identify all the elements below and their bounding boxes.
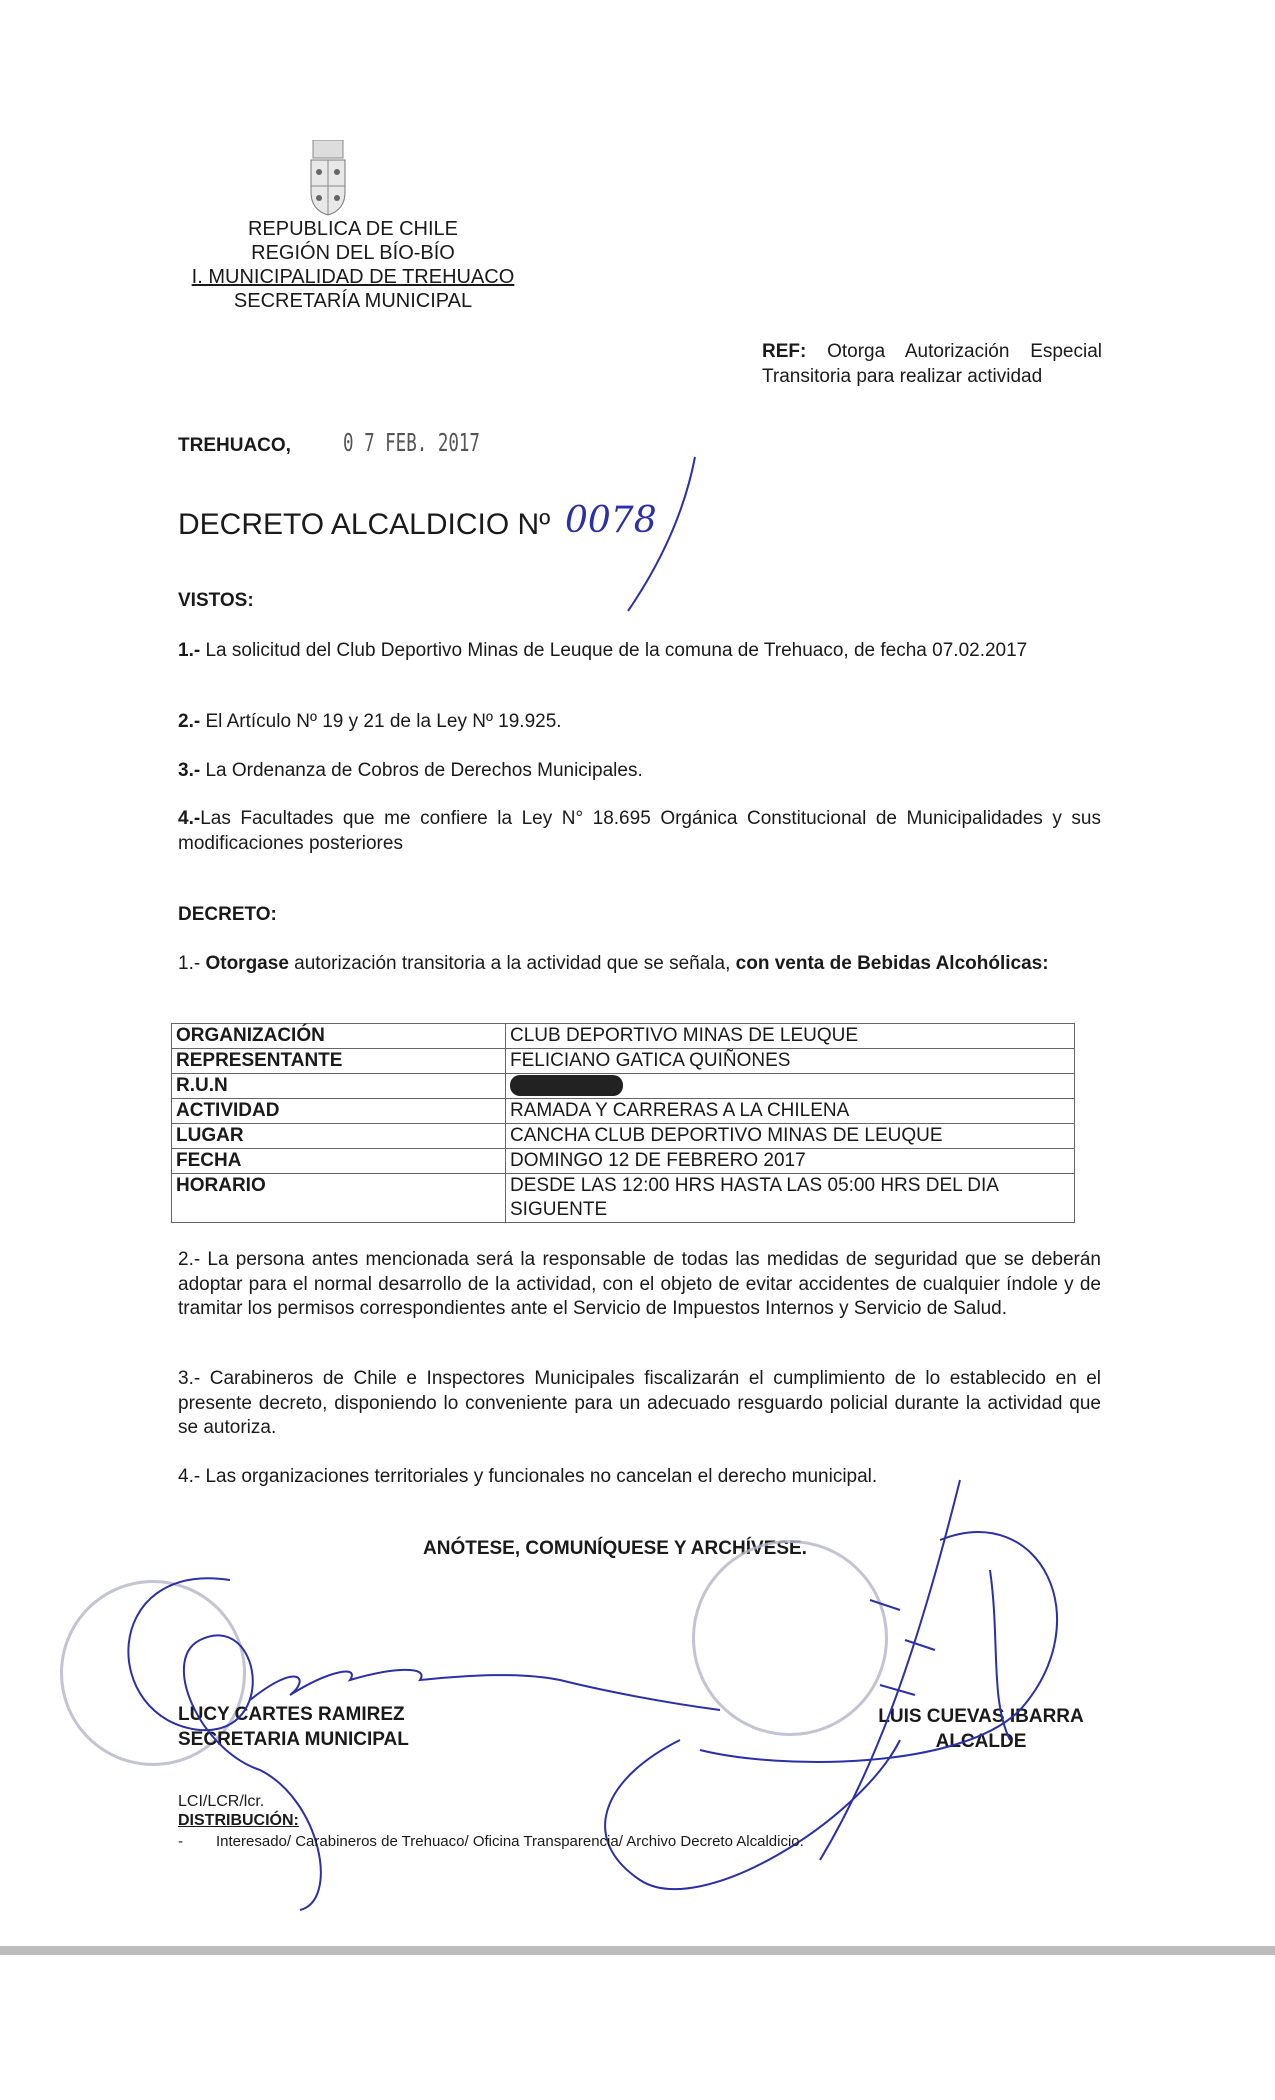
- item-number: 3.-: [178, 760, 201, 781]
- item-text: El Artículo Nº 19 y 21 de la Ley Nº 19.925.: [205, 711, 562, 732]
- decreto-paragraph-3: 3.- Carabineros de Chile e Inspectores Municipales fiscalizarán el cumplimiento de lo establecido en el presente decreto, disponiendo lo conveniente para un adecuado resguardo policial durante la actividad que se autoriza.: [178, 1368, 1101, 1438]
- bold-text: con venta de Bebidas Alcohólicas:: [735, 953, 1049, 974]
- secretary-name: LUCY CARTES RAMIREZ: [178, 1704, 405, 1725]
- item-text: autorización transitoria a la actividad que se señala,: [294, 953, 731, 974]
- coat-of-arms-icon: [305, 140, 351, 216]
- reference: [762, 339, 1102, 389]
- letterhead-department: SECRETARÍA MUNICIPAL: [233, 290, 473, 312]
- item-number: 2.-: [178, 711, 201, 732]
- table-row: [172, 1099, 1075, 1124]
- vistos-item: [178, 759, 1101, 784]
- mayor-name: LUIS CUEVAS IBARRA: [878, 1706, 1084, 1727]
- activity-table: [171, 1023, 1075, 1223]
- table-value: CLUB DEPORTIVO MINAS DE LEUQUE: [506, 1024, 1075, 1049]
- vistos-item: [178, 639, 1101, 664]
- distribution-label: DISTRIBUCIÓN:: [178, 1812, 299, 1829]
- table-value: FELICIANO GATICA QUIÑONES: [506, 1049, 1075, 1074]
- decreto-paragraph-4: 4.- Las organizaciones territoriales y funcionales no cancelan el derecho municipal.: [178, 1466, 878, 1487]
- reference-label: REF:: [762, 341, 807, 362]
- item-number: 1.-: [178, 640, 201, 661]
- place: TREHUACO,: [178, 435, 291, 456]
- initials: LCI/LCR/lcr.: [178, 1793, 265, 1810]
- table-key: ACTIVIDAD: [172, 1099, 506, 1124]
- table-value: RAMADA Y CARRERAS A LA CHILENA: [506, 1099, 1075, 1124]
- redacted-run: 7.448.897-3: [510, 1075, 623, 1096]
- table-key: R.U.N: [172, 1074, 506, 1099]
- table-value: DESDE LAS 12:00 HRS HASTA LAS 05:00 HRS DEL DIA SIGUENTE: [506, 1174, 1075, 1223]
- table-key: ORGANIZACIÓN: [172, 1024, 506, 1049]
- page-title: DECRETO ALCALDICIO Nº: [178, 508, 551, 541]
- letterhead-country: REPUBLICA DE CHILE: [247, 218, 459, 240]
- table-key: HORARIO: [172, 1174, 506, 1223]
- item-text: La Ordenanza de Cobros de Derechos Municipales.: [205, 760, 643, 781]
- letterhead-municipality: I. MUNICIPALIDAD DE TREHUACO: [191, 266, 515, 288]
- item-text: La solicitud del Club Deportivo Minas de Leuque de la comuna de Trehuaco, de fecha 07.02.2017: [205, 640, 1028, 661]
- reference-text: Otorga Autorización Especial Transitoria para realizar actividad: [762, 341, 1103, 387]
- table-row: [172, 1024, 1075, 1049]
- letterhead: [188, 217, 518, 313]
- table-row: [172, 1074, 1075, 1099]
- decreto-paragraph-1: [178, 952, 1101, 977]
- table-row: [172, 1049, 1075, 1074]
- decreto-heading: DECRETO:: [178, 904, 277, 925]
- table-key: LUGAR: [172, 1124, 506, 1149]
- table-value: CANCHA CLUB DEPORTIVO MINAS DE LEUQUE: [506, 1124, 1075, 1149]
- scan-edge: [0, 1946, 1275, 1955]
- item-text: Las Facultades que me confiere la Ley N° 18.695 Orgánica Constitucional de Municipalidades y sus modificaciones posteriores: [178, 808, 1101, 854]
- distribution-list: Interesado/ Carabineros de Trehuaco/ Oficina Transparencia/ Archivo Decreto Alcaldicio.: [216, 1833, 804, 1850]
- bold-text: Otorgase: [205, 953, 289, 974]
- table-value: DOMINGO 12 DE FEBRERO 2017: [506, 1149, 1075, 1174]
- handwritten-slash: [620, 455, 700, 615]
- distribution-bullet: -: [178, 1833, 183, 1850]
- table-row: [172, 1174, 1075, 1223]
- vistos-heading: VISTOS:: [178, 590, 254, 611]
- table-key: REPRESENTANTE: [172, 1049, 506, 1074]
- decreto-paragraph-2: 2.- La persona antes mencionada será la responsable de todas las medidas de seguridad que se deberán adoptar para el normal desarrollo de la actividad, con el objeto de evitar accidentes de cualquier índole y de tramitar los permisos correspondientes ante el Servicio de Impuestos Internos y Servicio de Salud.: [178, 1249, 1101, 1319]
- letterhead-region: REGIÓN DEL BÍO-BÍO: [251, 242, 455, 264]
- decree-number: 0078: [565, 500, 657, 541]
- item-number: 4.-: [178, 808, 201, 829]
- table-key: FECHA: [172, 1149, 506, 1174]
- vistos-item: [178, 710, 1101, 735]
- table-row: [172, 1149, 1075, 1174]
- table-row: [172, 1124, 1075, 1149]
- date-stamp: 0 7 FEB. 2017: [343, 428, 480, 457]
- vistos-item: [178, 807, 1101, 856]
- mayor-role: ALCALDE: [935, 1731, 1027, 1752]
- secretary-role: SECRETARIA MUNICIPAL: [178, 1729, 409, 1750]
- closing-formula: ANÓTESE, COMUNÍQUESE Y ARCHÍVESE.: [423, 1538, 807, 1559]
- item-number: 1.-: [178, 953, 201, 974]
